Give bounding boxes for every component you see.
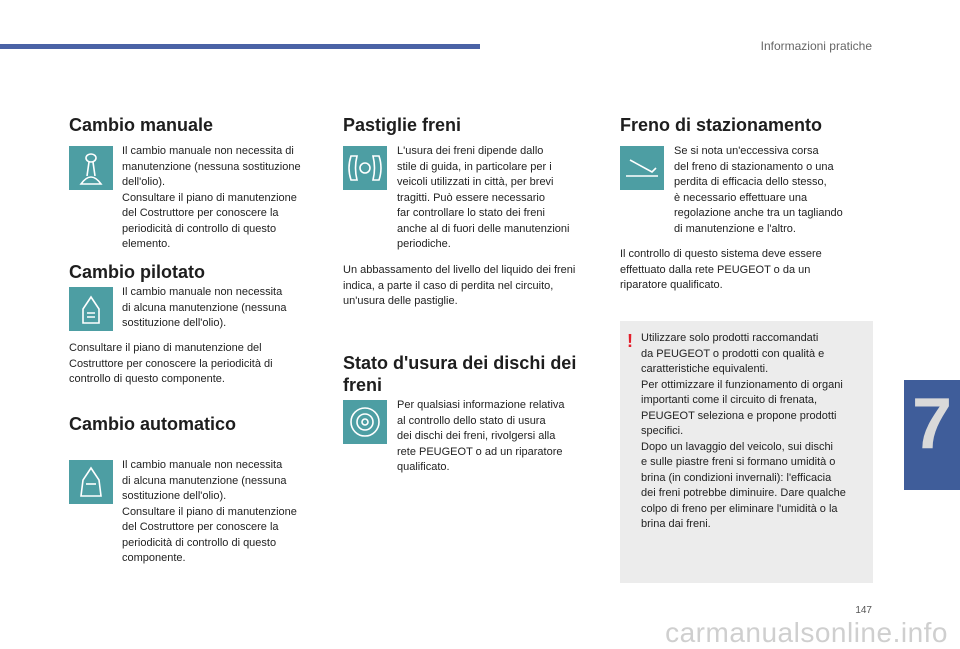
section-title: Informazioni pratiche [760, 39, 872, 53]
text-freno-stazionamento: Se si nota un'eccessiva corsa del freno di stazionamento o una perdita di efficacia dello stesso, è necessario effettuare una regolazione anche tra un tagliando di manutenzione e l'altro. [674, 145, 843, 235]
heading-cambio-automatico: Cambio automatico [69, 414, 237, 434]
warning-text: Utilizzare solo prodotti raccomandati da PEUGEOT o prodotti con qualità e caratteristiche equivalenti. Per ottimizzare il funzionamento di organi importanti come il circuito di frenata, PEUGEOT seleziona e propone prodotti specifici. Dopo un lavaggio del veicolo, sui dischi e sulle piastre freni si formano umidità o brina (in condizioni invernali): l'efficacia dei freni potrebbe diminuire. Dare qualche colpo di freno per eliminare l'umidità o la brina dai freni. [641, 332, 846, 530]
chapter-number: 7 [911, 384, 953, 464]
text-cambio-automatico: Il cambio manuale non necessita di alcuna manutenzione (nessuna sostituzione dell'olio). Consultare il piano di manutenzione del Costruttore per conoscere la periodicità di controllo di questo componente. [122, 459, 297, 564]
page-number: 147 [855, 605, 872, 616]
parking-brake-icon [620, 146, 664, 190]
text-cambio-manuale: Il cambio manuale non necessita di manutenzione (nessuna sostituzione dell'olio). Consultare il piano di manutenzione del Costruttore per conoscere la periodicità di controllo di questo elemento. [122, 145, 301, 250]
watermark: carmanualsonline.info [665, 617, 948, 648]
brake-pads-icon [343, 146, 387, 190]
heading-pastiglie-freni: Pastiglie freni [343, 115, 462, 135]
text-stato-usura-dischi: Per qualsiasi informazione relativa al controllo dello stato di usura dei dischi dei freni, rivolgersi alla rete PEUGEOT o ad un riparatore qualificato. [397, 399, 565, 473]
heading-freno-stazionamento: Freno di stazionamento [620, 115, 823, 135]
brake-disc-icon [343, 400, 387, 444]
text-freno-stazionamento-2: Il controllo di questo sistema deve essere effettuato dalla rete PEUGEOT o da un riparatore qualificato. [620, 248, 822, 291]
warning-icon: ! [627, 331, 633, 351]
header-accent-bar [0, 44, 480, 49]
heading-cambio-pilotato: Cambio pilotato [69, 262, 205, 282]
manual-gearbox-icon [69, 146, 113, 190]
text-cambio-pilotato: Il cambio manuale non necessita di alcuna manutenzione (nessuna sostituzione dell'olio). [122, 286, 287, 329]
heading-cambio-manuale: Cambio manuale [69, 115, 214, 135]
heading-stato-usura-dischi: Stato d'usura dei dischi dei freni [343, 353, 577, 395]
text-cambio-pilotato-2: Consultare il piano di manutenzione del Costruttore per conoscere la periodicità di controllo di questo componente. [69, 342, 273, 385]
automatic-gearbox-icon [69, 460, 113, 504]
text-pastiglie-freni-2: Un abbassamento del livello del liquido dei freni indica, a parte il caso di perdita nel circuito, un'usura delle pastiglie. [343, 264, 576, 307]
text-pastiglie-freni: L'usura dei freni dipende dallo stile di guida, in particolare per i veicoli utilizzati in città, per brevi tragitti. Può essere necessario far controllare lo stato dei freni anche al di fuori delle manutenzioni periodiche. [397, 145, 570, 250]
gear-selector-icon [69, 287, 113, 331]
